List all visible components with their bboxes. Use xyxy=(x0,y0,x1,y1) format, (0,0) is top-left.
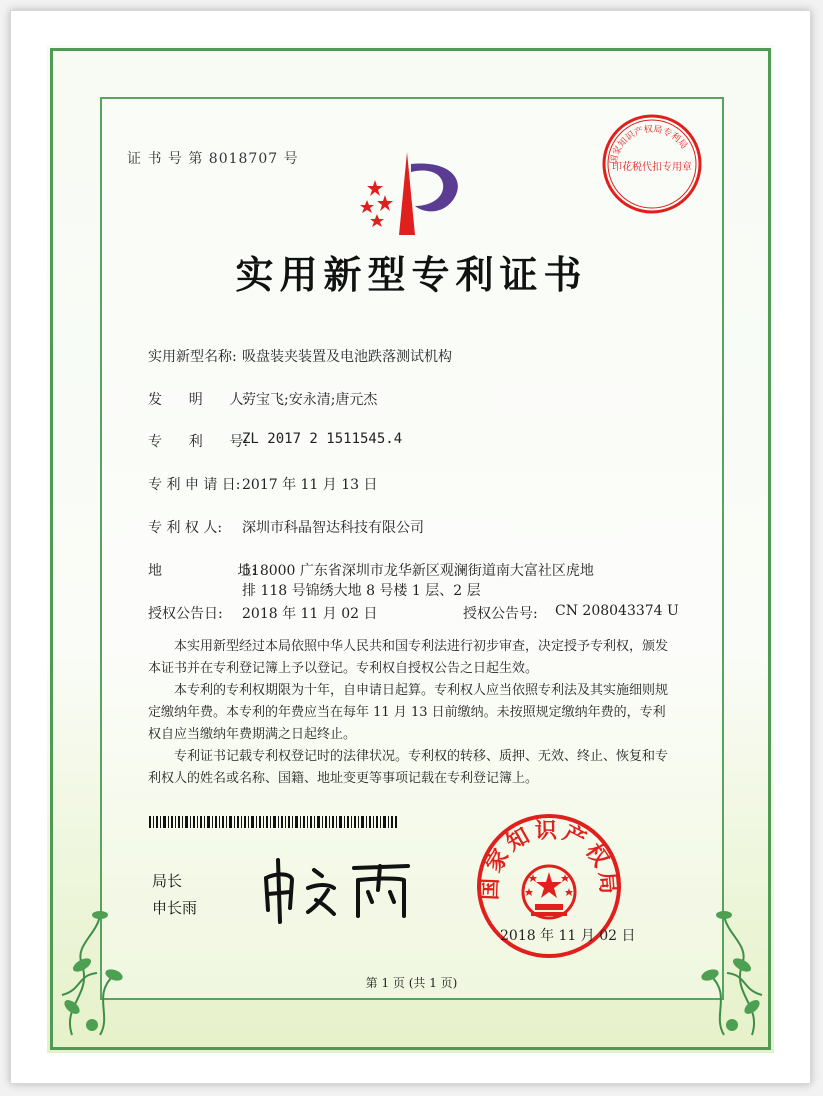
inventor-label: 发 明 人: xyxy=(148,392,249,408)
filing-date-value: 2017 年 11 月 13 日 xyxy=(242,477,378,493)
certificate-number: 证 书 号 第 8018707 号 xyxy=(127,151,299,167)
grant-date-label: 授权公告日: xyxy=(148,606,223,622)
tax-stamp-seal xyxy=(600,112,704,216)
seal-date: 2018 年 11 月 02 日 xyxy=(500,928,636,944)
name-value: 吸盘装夹装置及电池跌落测试机构 xyxy=(242,349,452,365)
inventor-value: 劳宝飞;安永清;唐元杰 xyxy=(242,392,378,408)
page-footer: 第 1 页 (共 1 页) xyxy=(365,976,458,990)
patent-number-label: 专 利 号: xyxy=(148,434,249,450)
grant-number-label: 授权公告号: xyxy=(463,606,538,622)
paragraph-legal-status: 专利证书记载专利权登记时的法律状况。专利权的转移、质押、无效、终止、恢复和专利权人的姓名或名称、国籍、地址变更等事项记载在专利登记簿上。 xyxy=(148,749,669,786)
director-title: 局长 xyxy=(152,872,183,890)
address-line-2: 排 118 号锦绣大地 8 号楼 1 层、2 层 xyxy=(242,583,481,599)
patentee-value: 深圳市科晶智达科技有限公司 xyxy=(242,520,424,536)
address-label: 地 址: xyxy=(148,563,257,579)
name-label: 实用新型名称: xyxy=(148,349,237,365)
svg-text:印花税代扣专用章: 印花税代扣专用章 xyxy=(612,162,692,173)
patentee-label: 专 利 权 人: xyxy=(148,520,223,536)
bottom-right-ornament xyxy=(672,895,772,1045)
paragraph-examination: 本实用新型经过本局依照中华人民共和国专利法进行初步审查，决定授予专利权，颁发本证书并在专利登记簿上予以登记。专利权自授权公告之日起生效。 xyxy=(148,639,669,676)
certificate-title: 实用新型专利证书 xyxy=(235,252,588,297)
address-line-1: 518000 广东省深圳市龙华新区观澜街道南大富社区虎地 xyxy=(242,563,594,579)
svg-text:国家知识产权局: 国家知识产权局 xyxy=(477,818,621,901)
bottom-left-ornament xyxy=(52,895,152,1045)
paragraph-term: 本专利的专利权期限为十年，自申请日起算。专利权人应当依照专利法及其实施细则规定缴纳年费。本专利的年费应当在每年 11 月 13 日前缴纳。未按照规定缴纳年费的，专利权自应当缴纳年费期满之日起终止。 xyxy=(148,683,669,742)
director-name: 申长雨 xyxy=(152,899,198,917)
barcode xyxy=(149,816,399,828)
svg-text:国家知识产权局专利局: 国家知识产权局专利局 xyxy=(609,124,689,166)
patent-number-value: ZL 2017 2 1511545.4 xyxy=(242,431,403,447)
patent-office-logo-icon xyxy=(355,150,465,240)
handwritten-signature xyxy=(258,850,418,930)
grant-date-value: 2018 年 11 月 02 日 xyxy=(242,606,378,622)
grant-number-value: CN 208043374 U xyxy=(555,603,679,619)
filing-date-label: 专 利 申 请 日: xyxy=(148,477,241,493)
